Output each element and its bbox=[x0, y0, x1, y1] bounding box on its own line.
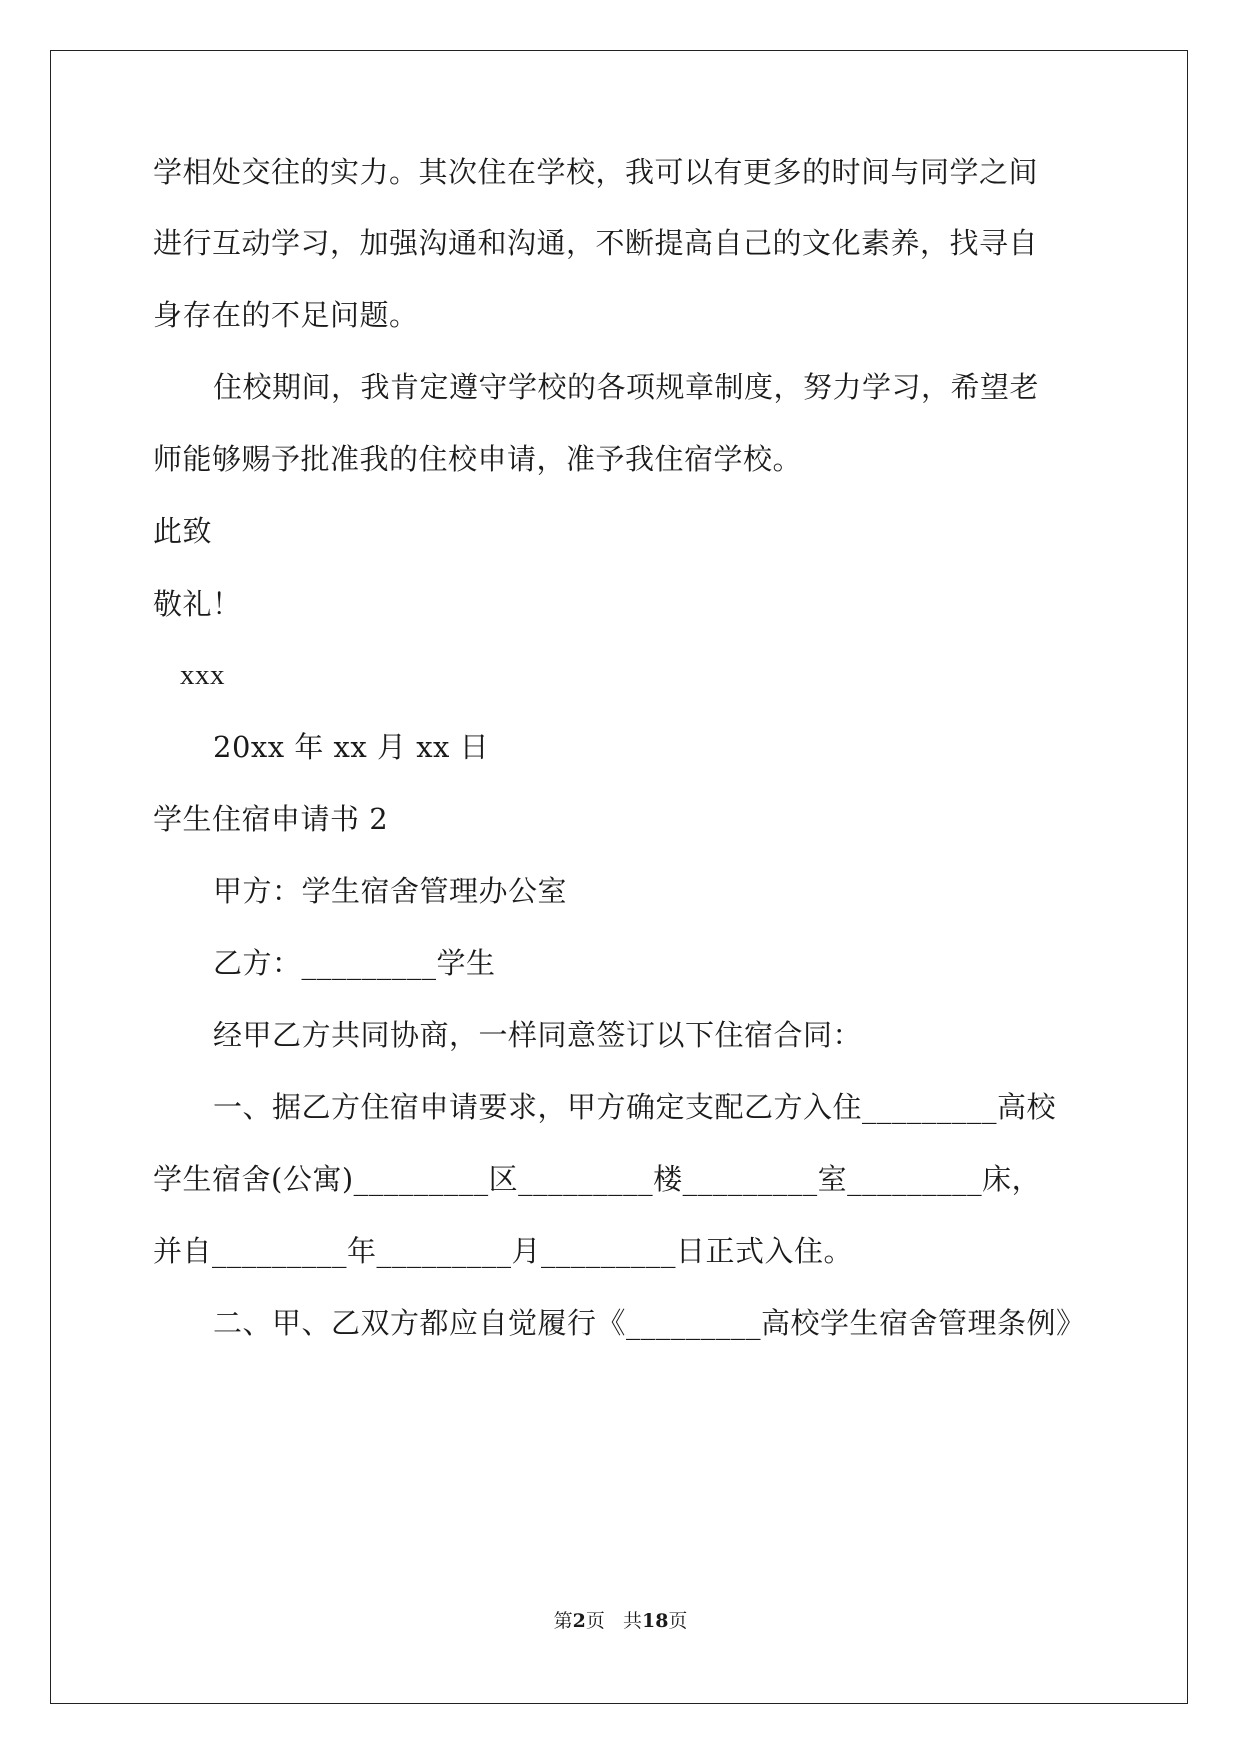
body-line-5: 师能够赐予批准我的住校申请，准予我住宿学校。 bbox=[153, 442, 803, 476]
clause-1-line-1: 一、据乙方住宿申请要求，甲方确定支配乙方入住_________高校 bbox=[213, 1090, 1057, 1124]
page-number: 2 bbox=[572, 1610, 586, 1632]
closing-regards: 敬礼！ bbox=[153, 587, 242, 621]
body-line-3: 身存在的不足问题。 bbox=[153, 298, 419, 332]
body-line-1: 学相处交往的实力。其次住在学校，我可以有更多的时间与同学之间 bbox=[153, 155, 1039, 189]
page-footer bbox=[0, 1609, 1241, 1633]
signature: xxx bbox=[180, 659, 225, 691]
party-b: 乙方：_________学生 bbox=[213, 946, 496, 980]
body-line-2: 进行互动学习，加强沟通和沟通，不断提高自己的文化素养，找寻自 bbox=[153, 226, 1039, 260]
clause-1-line-2: 学生宿舍(公寓)_________区_________楼_________室_________床， bbox=[153, 1162, 1042, 1196]
total-prefix: 共 bbox=[622, 1610, 642, 1632]
clause-1-line-3: 并自_________年_________月_________日正式入住。 bbox=[153, 1234, 854, 1268]
total-pages: 18 bbox=[641, 1610, 669, 1632]
page-suffix: 页 bbox=[585, 1610, 605, 1632]
agreement-intro: 经甲乙方共同协商，一样同意签订以下住宿合同： bbox=[213, 1018, 863, 1052]
signature-date: 20xx 年 xx 月 xx 日 bbox=[213, 730, 490, 764]
closing-salutation: 此致 bbox=[153, 514, 213, 548]
clause-2-line-1: 二、甲、乙双方都应自觉履行《_________高校学生宿舍管理条例》 bbox=[213, 1306, 1086, 1340]
section-heading: 学生住宿申请书 2 bbox=[153, 802, 389, 836]
party-a: 甲方：学生宿舍管理办公室 bbox=[213, 874, 568, 908]
page-prefix: 第 bbox=[553, 1610, 573, 1632]
body-line-4: 住校期间，我肯定遵守学校的各项规章制度，努力学习，希望老 bbox=[213, 370, 1040, 404]
total-suffix: 页 bbox=[668, 1610, 688, 1632]
